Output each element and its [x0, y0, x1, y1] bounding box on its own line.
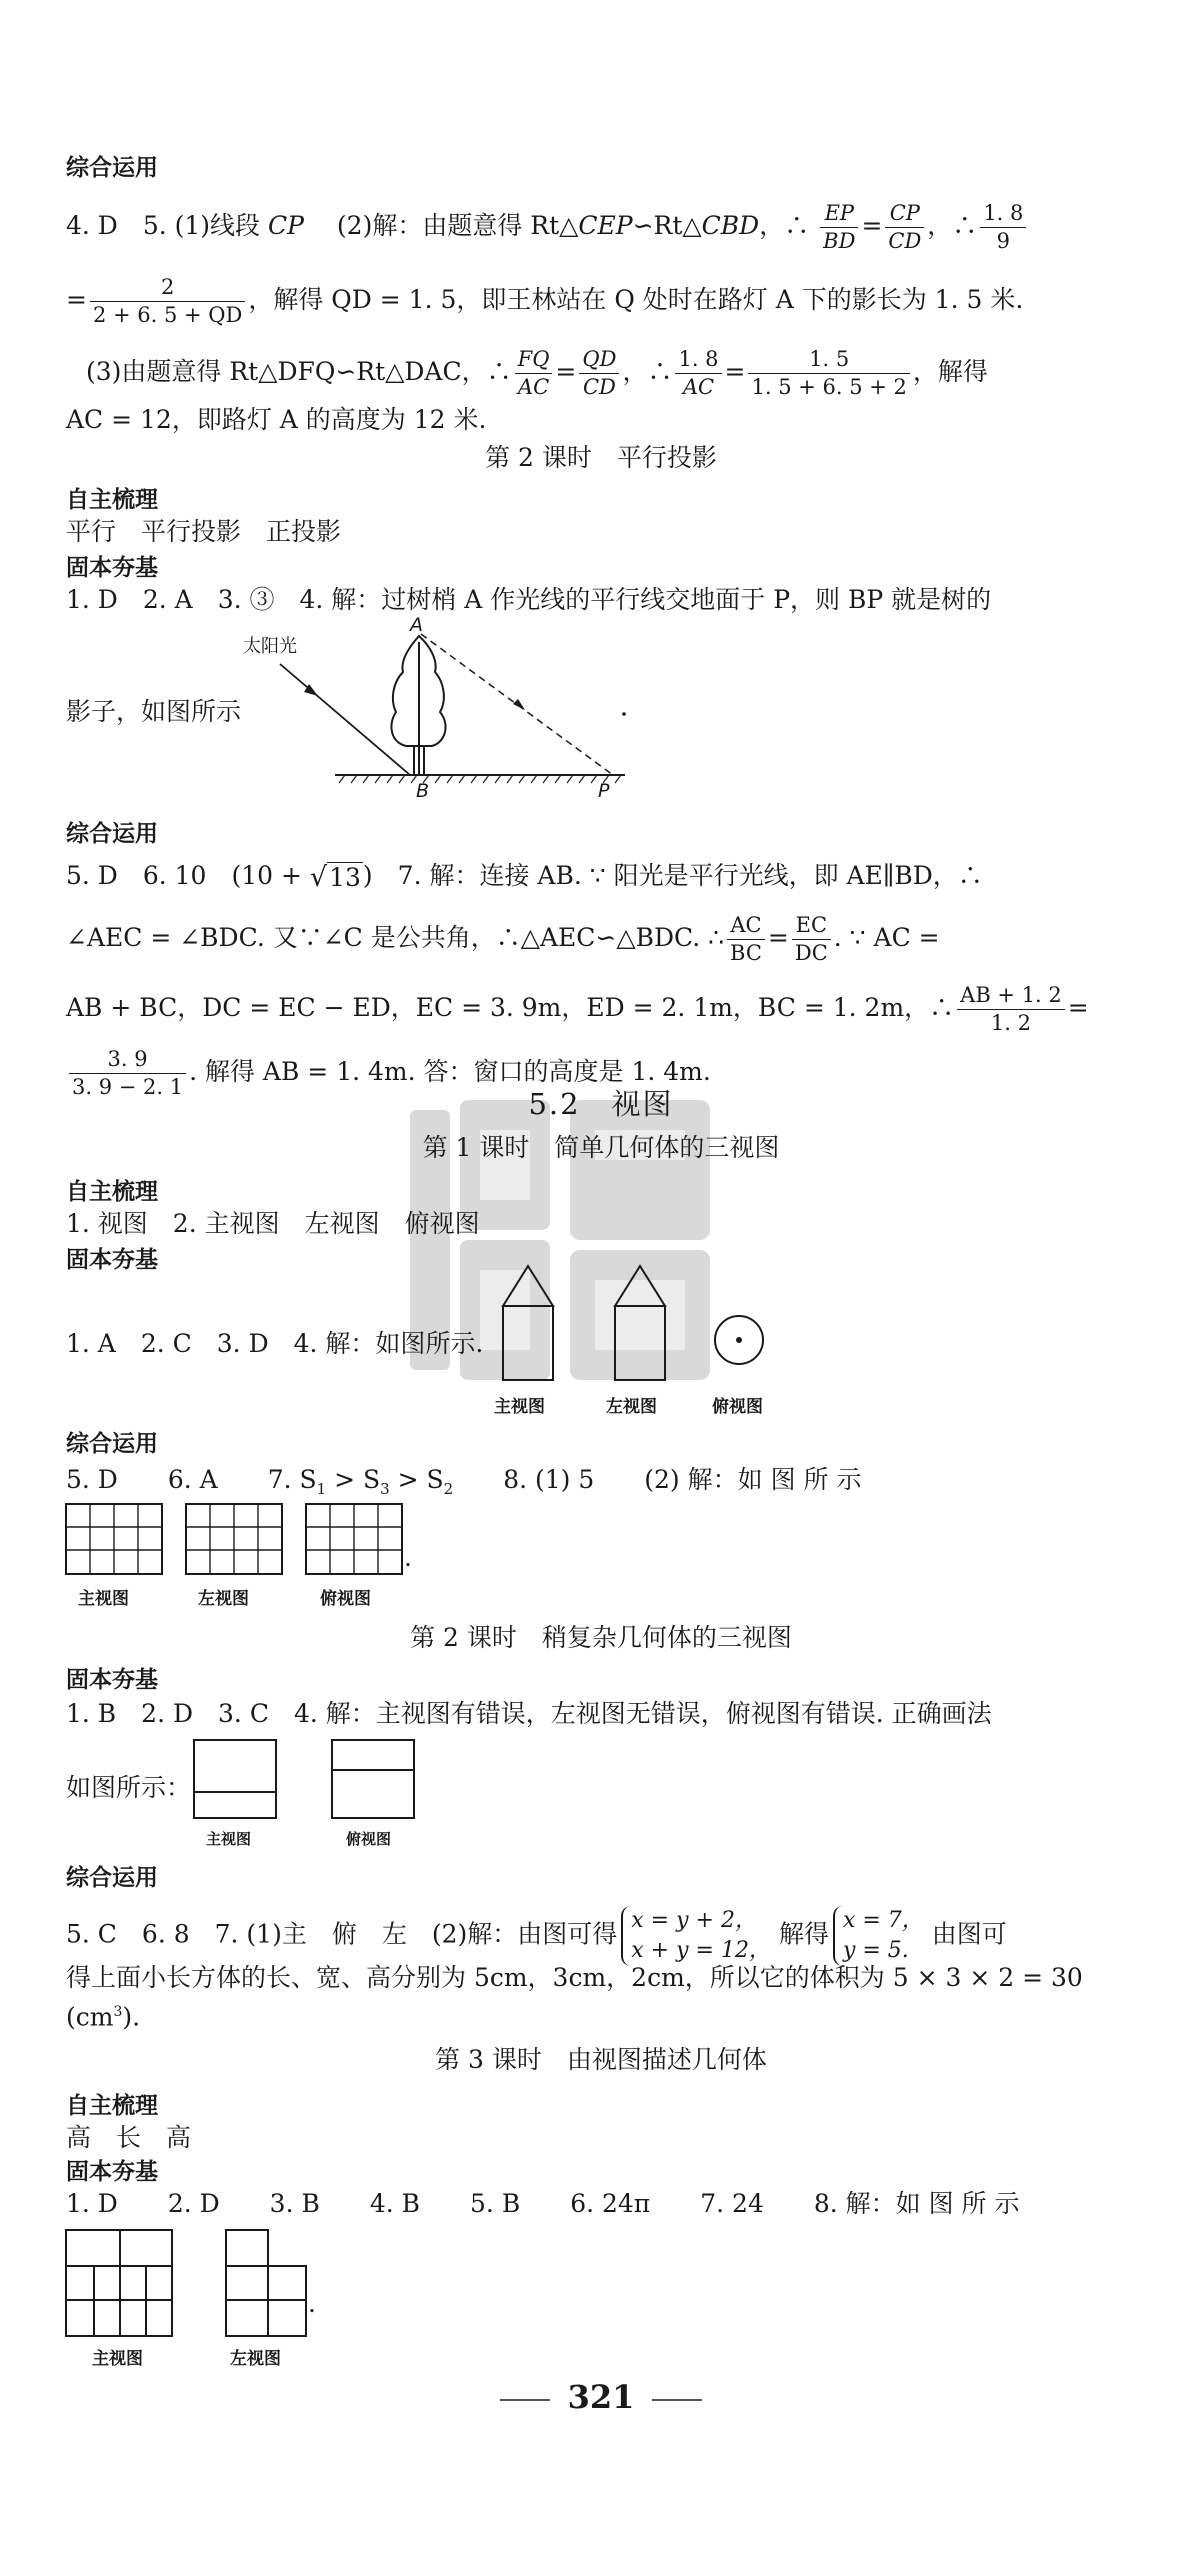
heading-zizhu-3: 自主梳理	[66, 2093, 158, 2119]
answer-line	[66, 982, 1089, 1037]
answer-line	[66, 274, 1023, 329]
point-A: A	[410, 614, 423, 636]
caption-top: 俯视图	[346, 1830, 392, 1848]
top-view-dot	[736, 1337, 742, 1343]
answer-line: 1. D 2. D 3. B 4. B 5. B 6. 24π 7. 24 8. 解：如 图 所 示	[66, 2189, 1020, 2218]
page-number-text: 321	[567, 2378, 635, 2416]
grid-dot: .	[404, 1543, 412, 1572]
text: ).	[122, 2002, 141, 2032]
answer-line: $(cm^3)$.	[66, 2002, 141, 2032]
heading-zonghe-4: 综合运用	[66, 1865, 158, 1891]
caption-front: 主视图	[206, 1830, 252, 1848]
sun-ray	[280, 664, 410, 775]
text: ，解得 QD = 1. 5，即王林站在 Q 处时在路灯 A 下的影长为 1. 5 米.	[248, 285, 1024, 314]
fraction: $\frac{EC}{DC}$	[792, 912, 831, 967]
text: (cm	[66, 2002, 114, 2032]
fraction: $\frac{CP}{CD}$	[885, 200, 924, 255]
text: ) 7. 解：连接 AB. ∵ 阳光是平行光线，即 AE∥BD，∴	[362, 861, 983, 890]
text: =	[1067, 993, 1089, 1022]
answer-line: 影子，如图所示	[66, 697, 242, 726]
text: (3)由题意得 Rt△DFQ∽Rt△DAC，∴	[86, 357, 512, 386]
grid-views-figure	[66, 1504, 426, 1578]
answer-line: 得上面小长方体的长、宽、高分别为 5cm，3cm，2cm，所以它的体积为 5 × 3 × 2 = 30	[66, 1963, 1083, 1992]
answer-line: 高 长 高	[66, 2123, 192, 2152]
fraction: $\frac{1. 5}{1. 5 + 6. 5 + 2}$	[748, 346, 909, 401]
heading-zizhu-2: 自主梳理	[66, 1179, 158, 1205]
text: CEP	[578, 211, 633, 240]
heading-guben-3: 固本夯基	[66, 1667, 158, 1693]
lesson-title: 第 2 课时 平行投影	[485, 443, 717, 472]
lesson-title: 第 1 课时 简单几何体的三视图	[422, 1133, 780, 1162]
text: ，解得	[912, 357, 988, 386]
section-title: 5.2 视图	[528, 1087, 674, 1121]
fraction: $\frac{AB + 1. 2}{1. 2}$	[957, 982, 1065, 1037]
text: ，∴	[927, 211, 978, 240]
block-views-figure	[64, 2228, 354, 2340]
heading-zonghe-1: 综合运用	[66, 155, 158, 181]
text: 由图可	[931, 1919, 1007, 1949]
text: . 解得 AB = 1. 4m. 答：窗口的高度是 1. 4m.	[189, 1057, 711, 1086]
text: . ∵ AC =	[833, 923, 940, 952]
text: AB + BC，DC = EC − ED，EC = 3. 9m，ED = 2. 1m，BC = 1. 2m，∴	[66, 993, 955, 1022]
caption-front: 主视图	[92, 2349, 143, 2369]
answer-line: 1. A 2. C 3. D 4. 解：如图所示.	[66, 1329, 484, 1358]
heading-guben-1: 固本夯基	[66, 555, 158, 581]
front-view-body	[503, 1306, 553, 1380]
text: CP	[268, 211, 304, 240]
lesson-title: 第 2 课时 稍复杂几何体的三视图	[410, 1623, 792, 1652]
fraction: $\frac{2}{2 + 6. 5 + QD}$	[90, 274, 245, 329]
text: 5. C 6. 8 7. (1)主 俯 左 (2)解：由图可得	[66, 1919, 618, 1949]
answer-line: 1. B 2. D 3. C 4. 解：主视图有错误，左视图无错误，俯视图有错误. 正确画法	[66, 1699, 992, 1728]
text: =	[767, 923, 789, 952]
caption-front-view: 主视图	[494, 1397, 545, 1417]
fraction: $\frac{AC}{BC}$	[727, 912, 765, 967]
caption-grid-front: 主视图	[78, 1589, 129, 1609]
fraction: $\frac{EP}{BD}$	[820, 200, 858, 255]
point-B: B	[416, 780, 430, 802]
text: ，∴	[759, 211, 810, 240]
text: 4. D 5. (1)线段	[66, 211, 261, 240]
text: =	[861, 211, 883, 240]
lesson-title: 第 3 课时 由视图描述几何体	[435, 2045, 767, 2074]
fraction: $\frac{FQ}{AC}$	[515, 346, 553, 401]
parallel-projection-figure	[240, 620, 640, 820]
answer-line	[66, 912, 940, 967]
text: 解得	[778, 1919, 829, 1949]
text: CBD	[701, 211, 760, 240]
text: 5. D 6. 10 (10 +	[66, 861, 302, 890]
sun-label: 太阳光	[243, 636, 297, 657]
text: > S	[326, 1465, 381, 1494]
answer-line	[86, 346, 988, 401]
front-view-top	[503, 1266, 553, 1306]
answer-line: 1. 视图 2. 主视图 左视图 俯视图	[66, 1209, 480, 1238]
text: > S	[389, 1465, 444, 1494]
answer-line: AC = 12，即路灯 A 的高度为 12 米.	[66, 405, 487, 434]
equation-system: x = y + 2， x + y = 12，	[621, 1906, 775, 1966]
fraction: $\frac{1. 8}{9}$	[980, 200, 1026, 255]
text: 5. D 6. A 7. S	[66, 1465, 317, 1494]
dash-right	[652, 2399, 702, 2401]
page-number	[0, 2378, 1202, 2416]
caption-top-view: 俯视图	[712, 1397, 763, 1417]
text: =	[555, 357, 577, 386]
answer-line	[66, 1906, 1007, 1966]
fraction: $\frac{3. 9}{3. 9 - 2. 1}$	[69, 1046, 186, 1101]
ground-hatching	[339, 775, 621, 783]
answer-line	[66, 858, 983, 896]
answer-line: 1. D 2. A 3. ③ 4. 解：过树梢 A 作光线的平行线交地面于 P，则 BP 就是树的	[66, 585, 992, 614]
fraction: $\frac{1. 8}{AC}$	[675, 346, 721, 401]
three-views-figure	[498, 1264, 778, 1384]
text: ，∴	[622, 357, 673, 386]
text: (2)解：由题意得 Rt△	[311, 211, 579, 240]
heading-zonghe-2: 综合运用	[66, 821, 158, 847]
answer-line	[66, 200, 1029, 255]
caption-grid-left: 左视图	[198, 1589, 249, 1609]
text: ∽Rt△	[632, 211, 702, 240]
left-view-body	[615, 1306, 665, 1380]
answer-line: 如图所示：	[66, 1773, 192, 1802]
sqrt: √13	[309, 861, 361, 893]
left-view-top	[615, 1266, 665, 1306]
point-P: P	[598, 780, 610, 802]
answer-line: 5. D 6. A 7. $S_1 > S_3 > S_2$ 8. (1) 5 (2) 解：如 图 所 示	[66, 1465, 862, 1498]
solution-system: x = 7， y = 5.	[833, 1906, 928, 1966]
figure-dot: .	[308, 2289, 316, 2318]
answer-line: 平行 平行投影 正投影	[66, 517, 342, 546]
heading-guben-2: 固本夯基	[66, 1247, 158, 1273]
heading-zonghe-3: 综合运用	[66, 1431, 158, 1457]
arrow-icon	[513, 699, 525, 710]
text: 8. (1) 5 (2) 解：如 图 所 示	[453, 1465, 862, 1494]
text: =	[66, 285, 87, 314]
caption-left-view: 左视图	[606, 1397, 657, 1417]
text: ∠AEC = ∠BDC. 又∵∠C 是公共角，∴△AEC∽△BDC. ∴	[66, 923, 725, 952]
caption-left: 左视图	[230, 2349, 281, 2369]
caption-grid-top: 俯视图	[320, 1589, 371, 1609]
dash-left	[500, 2399, 550, 2401]
heading-guben-4: 固本夯基	[66, 2159, 158, 2185]
text: =	[724, 357, 746, 386]
corrected-views-figure	[192, 1738, 432, 1822]
heading-zizhu-1: 自主梳理	[66, 487, 158, 513]
fraction: $\frac{QD}{CD}$	[579, 346, 619, 401]
